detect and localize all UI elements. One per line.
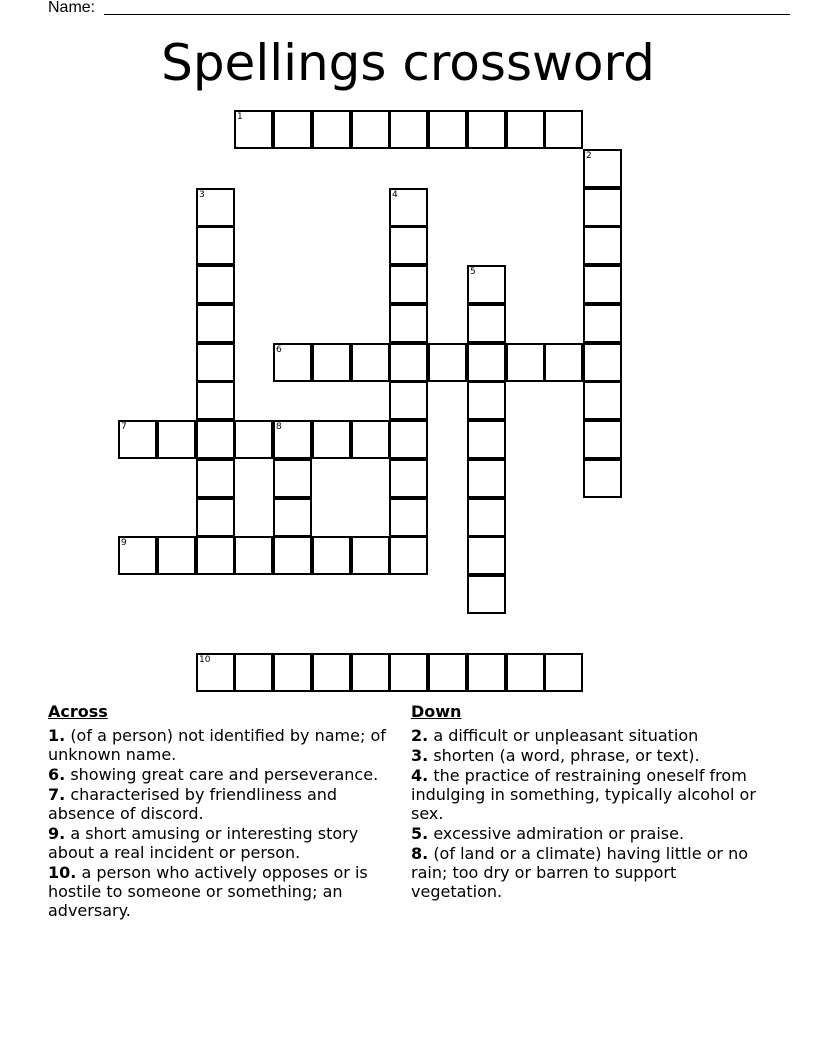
clue-number-label: 6 [276,345,282,355]
clue-text: (of land or a climate) having little or no rain; too dry or barren to support vegetation. [411,844,748,901]
grid-cell[interactable] [428,653,467,692]
grid-cell[interactable] [196,265,235,304]
grid-cell[interactable] [196,498,235,537]
clue-number-label: 10 [199,655,211,665]
grid-cell[interactable] [196,459,235,498]
grid-cell[interactable] [467,498,506,537]
grid-cell[interactable] [196,420,235,459]
clue-text: characterised by friendliness and absence of discord. [48,785,338,823]
clue-down-2 [411,726,771,745]
clue-down-3 [411,746,771,765]
grid-cell[interactable] [389,343,428,382]
clue-text: shorten (a word, phrase, or text). [433,746,700,765]
clue-text: the practice of restraining oneself from indulging in something, typically alcohol or sex. [411,766,756,823]
grid-cell[interactable] [428,343,467,382]
grid-cell[interactable] [351,110,390,149]
grid-cell[interactable] [506,343,545,382]
grid-cell[interactable] [273,110,312,149]
grid-cell[interactable] [583,420,622,459]
grid-cell[interactable] [544,343,583,382]
grid-cell[interactable] [389,536,428,575]
clue-number-label: 3 [199,190,205,200]
grid-cell[interactable] [467,459,506,498]
grid-cell[interactable] [351,536,390,575]
grid-cell[interactable] [389,498,428,537]
grid-cell[interactable] [467,381,506,420]
clue-text: a person who actively opposes or is hostile to someone or something; an adversary. [48,863,368,920]
clue-number-label: 5 [470,267,476,277]
clue-number-label: 7 [121,422,127,432]
grid-cell[interactable] [351,343,390,382]
grid-cell[interactable] [273,459,312,498]
grid-cell[interactable] [506,110,545,149]
grid-cell[interactable] [312,653,351,692]
grid-cell[interactable] [196,536,235,575]
grid-cell[interactable] [351,420,390,459]
grid-cell[interactable] [583,304,622,343]
clue-number: 3. [411,746,429,765]
grid-cell[interactable] [583,188,622,227]
grid-cell[interactable] [428,110,467,149]
clue-number: 6. [48,765,66,784]
clue-text: excessive admiration or praise. [433,824,685,843]
clue-number-label: 4 [392,190,398,200]
clue-down-8 [411,844,771,901]
grid-cell[interactable] [583,226,622,265]
grid-cell[interactable] [583,265,622,304]
clue-across-1 [48,726,400,764]
grid-cell[interactable] [389,381,428,420]
grid-cell[interactable] [389,265,428,304]
grid-cell[interactable] [583,343,622,382]
grid-cell[interactable] [234,653,273,692]
clue-number-label: 1 [237,112,243,122]
grid-cell[interactable] [467,536,506,575]
grid-cell[interactable] [467,653,506,692]
across-heading: Across [48,702,108,721]
clue-number: 7. [48,785,66,804]
grid-cell[interactable] [544,110,583,149]
grid-cell[interactable] [234,536,273,575]
grid-cell[interactable] [583,381,622,420]
clue-number: 1. [48,726,66,745]
grid-cell[interactable] [196,226,235,265]
clue-across-9 [48,824,400,862]
clue-across-6 [48,765,400,784]
clue-across-10 [48,863,400,920]
grid-cell[interactable] [467,304,506,343]
grid-cell[interactable] [389,653,428,692]
grid-cell[interactable] [389,304,428,343]
grid-cell[interactable] [312,110,351,149]
grid-cell[interactable] [234,420,273,459]
grid-cell[interactable] [389,226,428,265]
page-title: Spellings crossword [161,34,655,92]
grid-cell[interactable] [351,653,390,692]
grid-cell[interactable] [312,343,351,382]
clue-down-4 [411,766,771,823]
grid-cell[interactable] [389,110,428,149]
grid-cell[interactable] [583,459,622,498]
grid-cell[interactable] [467,420,506,459]
clue-across-7 [48,785,400,823]
grid-cell[interactable] [389,459,428,498]
clue-number: 10. [48,863,77,882]
grid-cell[interactable] [273,536,312,575]
clue-text: showing great care and perseverance. [70,765,379,784]
grid-cell[interactable] [196,381,235,420]
clue-down-5 [411,824,771,843]
clue-number: 9. [48,824,66,843]
grid-cell[interactable] [389,420,428,459]
grid-cell[interactable] [467,575,506,614]
clue-number: 4. [411,766,429,785]
name-label: Name: [48,0,96,16]
grid-cell[interactable] [196,304,235,343]
grid-cell[interactable] [157,420,196,459]
clue-number: 2. [411,726,429,745]
clue-number: 5. [411,824,429,843]
clue-number-label: 8 [276,422,282,432]
grid-cell[interactable] [312,420,351,459]
grid-cell[interactable] [273,498,312,537]
across-clues [48,702,400,921]
grid-cell[interactable] [467,110,506,149]
grid-cell[interactable] [544,653,583,692]
grid-cell[interactable] [196,343,235,382]
clue-number-label: 2 [586,151,592,161]
grid-cell[interactable] [467,343,506,382]
grid-cell[interactable] [506,653,545,692]
clue-number-label: 9 [121,538,127,548]
grid-cell[interactable] [312,536,351,575]
clue-text: a difficult or unpleasant situation [433,726,699,745]
down-heading: Down [411,702,462,721]
clue-number: 8. [411,844,429,863]
clue-text: a short amusing or interesting story about a real incident or person. [48,824,359,862]
clue-text: (of a person) not identified by name; of unknown name. [48,726,386,764]
grid-cell[interactable] [273,653,312,692]
down-clues [411,702,771,902]
grid-cell[interactable] [157,536,196,575]
